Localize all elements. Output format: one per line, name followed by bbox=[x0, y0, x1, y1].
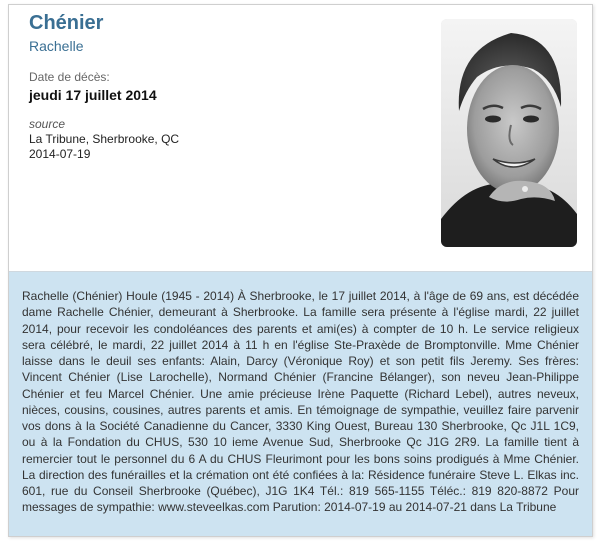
obituary-header bbox=[9, 5, 592, 257]
death-date-value: jeudi 17 juillet 2014 bbox=[29, 87, 157, 103]
surname-heading: Chénier bbox=[29, 12, 104, 34]
obituary-text: Rachelle (Chénier) Houle (1945 - 2014) À Sherbrooke, le 17 juillet 2014, à l'âge de 69 ans, est décédée dame Rachelle Chénier, demeurant à Sherbrooke. La famille sera présente à l'église mardi, 22 juillet 2014, pour recevoir les condoléances des parents et ami(es) à compter de 10 h. Le service religieux sera célébré, le mardi, 22 juillet 2014 à 11 h en l'église Ste-Praxède de Bromptonville. Mme Chénier laisse dans le deuil ses enfants: Alain, Darcy (Véronique Roy) et son petit fils Jeremy. Ses frères: Vincent Chénier (Lise Larochelle), Normand Chénier (Francine Bélanger), son neveu Jean-Philippe Chénier et feu Marcel Chénier. Une amie précieuse Irène Paquette (Richard Lebel), autres neveux, nièces, cousins, cousines, autres parents et amis. En témoignage de sympathie, veuillez faire parvenir vos dons à la Société Canadienne du Cancer, 3330 King Ouest, Bureau 130 Sherbrooke, Qc J1L 1C9, ou à la Fondation du CHUS, 530 10 ieme Avenue Sud, Sherbrooke Qc J1G 2R9. La famille tient à remercier tout le personnel du 6 A du CHUS Fleurimont pour les bons soins prodigués à Mme Chénier. La direction des funérailles et la crémation ont été confiées à la: Résidence funéraire Steve L. Elkas inc. 601, rue du Conseil Sherbrooke (Québec), J1G 1K4 Tél.: 819 565-1155 Téléc.: 819 820-8872 Pour messages de sympathie: www.steveelkas.com Parution: 2014-07-19 au 2014-07-21 dans La Tribune bbox=[22, 289, 579, 515]
portrait-photo bbox=[441, 19, 577, 247]
source-label: source bbox=[29, 117, 66, 131]
death-date-label: Date de décès: bbox=[29, 70, 110, 84]
first-name: Rachelle bbox=[29, 38, 84, 54]
obituary-card bbox=[8, 4, 593, 537]
obituary-text-panel bbox=[9, 272, 592, 536]
source-date: 2014-07-19 bbox=[29, 147, 91, 161]
source-name: La Tribune, Sherbrooke, QC bbox=[29, 132, 180, 146]
